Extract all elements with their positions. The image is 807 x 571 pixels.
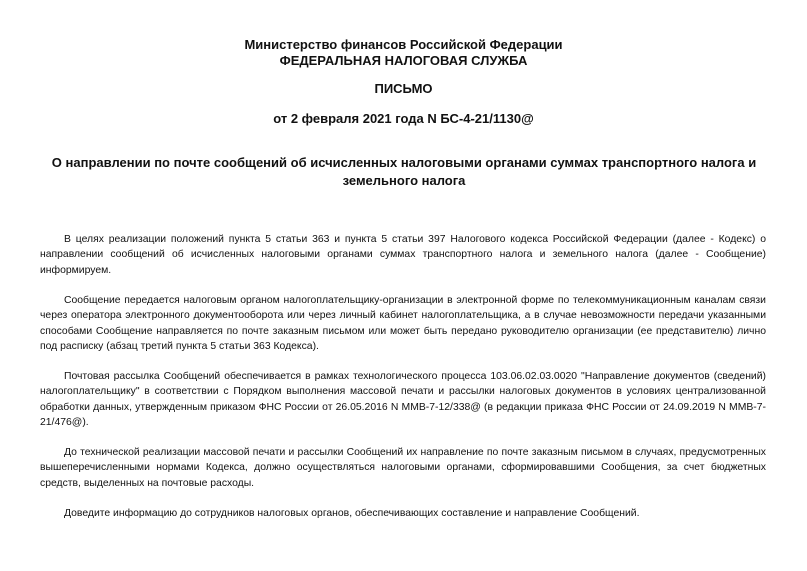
document-date-number: от 2 февраля 2021 года N БС-4-21/1130@ [273, 111, 534, 126]
document-subject: О направлении по почте сообщений об исчисленных налоговыми органами суммах транспортного налога и земельного налога [51, 155, 757, 188]
ministry-name: Министерство финансов Российской Федерации [244, 37, 563, 52]
paragraph-3: Почтовая рассылка Сообщений обеспечивается в рамках технологического процесса 103.06.02.03.0020 "Направление документов (сведений) налогоплательщику" в соответствии с Порядком выполнения массовой печати и рассылки налоговых документов в условиях централизованной обработки данных, утвержденным приказом ФНС России от 26.05.2016 N ММВ-7-12/338@ (в редакции приказа ФНС России от 24.09.2019 N ММВ-7-21/476@). [40, 371, 766, 429]
paragraph-1: В целях реализации положений пункта 5 статьи 363 и пункта 5 статьи 397 Налогового кодекса Российской Федерации (далее - Кодекс) о направлении сообщений об исчисленных налоговыми органами суммах транспортного налога и земельного налога (далее - Сообщение) информируем. [40, 234, 766, 276]
paragraph-2: Сообщение передается налоговым органом налогоплательщику-организации в электронной форме по телекоммуникационным каналам связи через оператора электронного документооборота или через личный кабинет налогоплательщика, а в случае невозможности передачи указанными способами Сообщение направляется по почте заказным письмом или может быть передано руководителю организации (ее представителю) лично под расписку (абзац третий пункта 5 статьи 363 Кодекса). [40, 295, 766, 353]
paragraph-5: Доведите информацию до сотрудников налоговых органов, обеспечивающих составление и направление Сообщений. [64, 508, 640, 519]
paragraph-4: До технической реализации массовой печати и рассылки Сообщений их направление по почте заказным письмом в случаях, предусмотренных вышеперечисленными нормами Кодекса, должно осуществляться налоговыми органами, сформировавшими Сообщения, за счет бюджетных средств, выделенных на почтовые расходы. [40, 447, 766, 489]
service-name: ФЕДЕРАЛЬНАЯ НАЛОГОВАЯ СЛУЖБА [279, 53, 528, 68]
document-type: ПИСЬМО [374, 81, 433, 96]
